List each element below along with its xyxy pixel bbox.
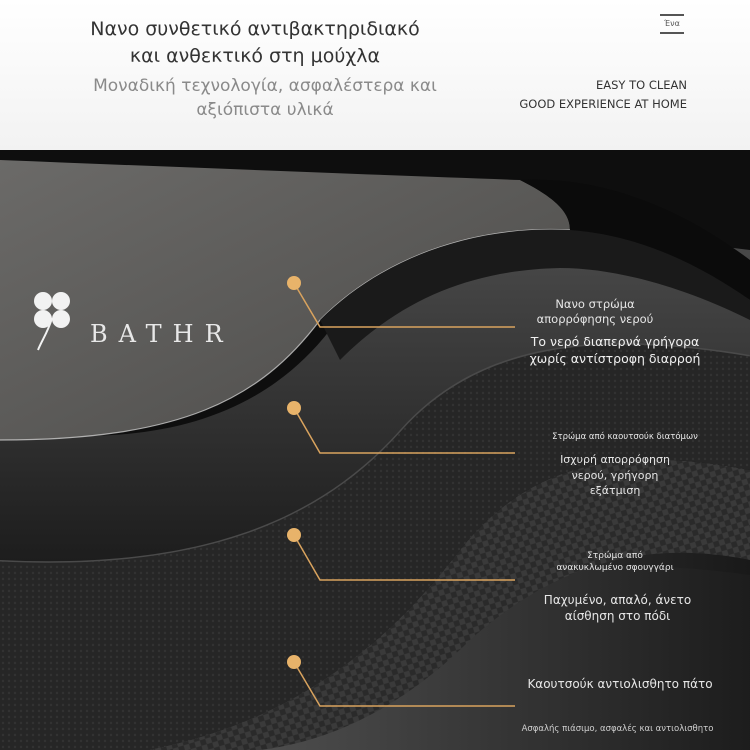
brand-badge bbox=[659, 14, 685, 36]
layer-2-marker-dot bbox=[287, 401, 301, 415]
layer-1-name bbox=[530, 297, 660, 327]
layer-4-name bbox=[505, 676, 735, 692]
layer-2-name bbox=[525, 432, 725, 443]
layer-4-desc-line: Ασφαλής πιάσιμο, ασφαλές και αντιολισθητο bbox=[521, 724, 714, 734]
layer-4-name-line: Καουτσούκ αντιολισθητο πάτο bbox=[527, 677, 713, 691]
tagline-line: EASY TO CLEAN bbox=[595, 78, 687, 92]
layer-3-name bbox=[545, 550, 685, 574]
subheadline-line: αξιόπιστα υλικά bbox=[196, 100, 334, 120]
layer-1-description bbox=[505, 333, 725, 367]
layer-2-name-line: Στρώμα από καουτσούκ διατόμων bbox=[552, 432, 698, 442]
headline-line: Νανο συνθετικό αντιβακτηριδιακό bbox=[90, 18, 420, 40]
subheadline bbox=[60, 74, 470, 122]
layer-2-desc-line: εξάτμιση bbox=[589, 484, 641, 497]
badge-bar-bottom bbox=[660, 32, 684, 34]
layer-3-desc-line: αίσθηση στο πόδι bbox=[564, 609, 671, 623]
layer-1-name-line: απορρόφησης νερού bbox=[536, 312, 654, 326]
layer-1-desc-line: Το νερό διαπερνά γρήγορα bbox=[530, 334, 700, 349]
layer-2-desc-line: Ισχυρή απορρόφηση bbox=[560, 453, 670, 466]
layer-3-name-line: ανακυκλωμένο σφουγγάρι bbox=[556, 563, 674, 573]
layer-4-description bbox=[505, 724, 730, 735]
layer-1-marker-dot bbox=[287, 276, 301, 290]
english-tagline bbox=[490, 76, 687, 114]
badge-text: Ένα bbox=[664, 19, 680, 28]
headline-line: και ανθεκτικό στη μούχλα bbox=[129, 45, 381, 67]
headline bbox=[60, 16, 450, 70]
subheadline-line: Μοναδική τεχνολογία, ασφαλέστερα και bbox=[93, 76, 437, 96]
layer-2-desc-line: νερού, γρήγορη bbox=[571, 468, 659, 482]
layer-3-desc-line: Παχυμένο, απαλό, άνετο bbox=[543, 593, 692, 607]
layer-3-description bbox=[530, 592, 705, 624]
layer-2-description bbox=[540, 452, 690, 499]
layer-3-marker-dot bbox=[287, 528, 301, 542]
layer-1-desc-line: χωρίς αντίστροφη διαρροή bbox=[529, 351, 701, 366]
layer-1-name-line: Νανο στρώμα bbox=[555, 297, 635, 311]
layer-3-name-line: Στρώμα από bbox=[587, 551, 643, 561]
mat-brand-text: BATHR bbox=[90, 320, 234, 348]
tagline-line: GOOD EXPERIENCE AT HOME bbox=[519, 97, 687, 111]
layer-4-marker-dot bbox=[287, 655, 301, 669]
